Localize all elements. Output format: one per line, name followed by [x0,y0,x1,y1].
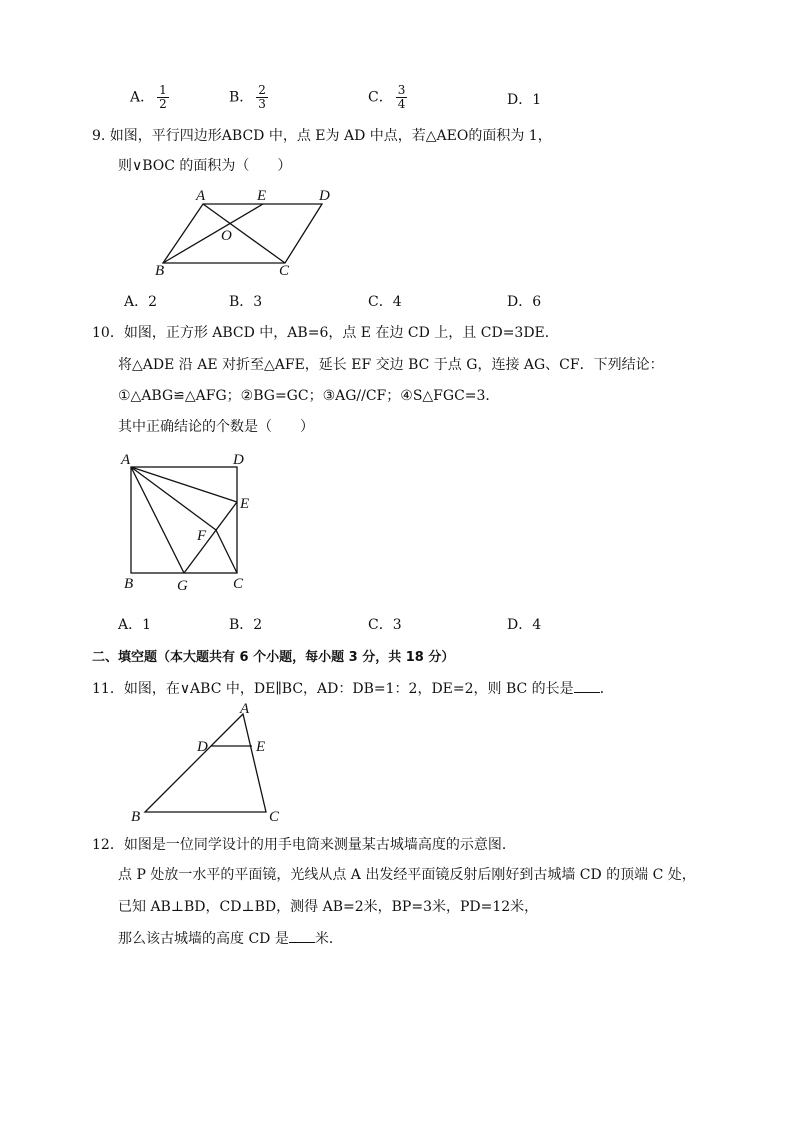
label-o: O [221,228,232,244]
q9-parallelogram-figure [150,183,350,278]
q12-stem-line2: 点 P 处放一水平的平面镜，光线从点 A 出发经平面镜反射后刚好到古城墙 CD 的顶端 C 处， [118,867,696,883]
answer-blank[interactable] [574,680,600,693]
segment-fc [216,530,237,573]
q10-stem-line1: 10．如图，正方形 ABCD 中，AB=6，点 E 在边 CD 上，且 CD=3DE． [92,325,559,341]
q11-triangle-figure [125,700,295,825]
segment-be [163,204,263,263]
q12-stem-text: 那么该古城墙的高度 CD 是 [118,931,289,947]
q8-option-a [130,84,169,111]
fraction [396,84,408,111]
option-letter: B． [229,89,254,106]
option-letter: D． [507,92,533,108]
q8-option-b [229,84,268,111]
label-b: B [155,263,165,278]
label-c: C [279,263,290,278]
label-c: C [269,809,280,825]
q9-stem-line1: 9. 如图，平行四边形ABCD 中，点 E为 AD 中点，若△AEO的面积为 1， [92,128,552,144]
label-f: F [197,528,207,544]
q12-stem-line1: 12．如图是一位同学设计的用手电筒来测量某古城墙高度的示意图． [92,837,516,853]
denominator: 2 [159,97,167,111]
label-e: E [256,739,266,755]
q9-stem-line2: 则∨BOC 的面积为（ ） [118,158,292,174]
label-a: A [240,701,250,717]
q9-option-a: A．2 [124,294,158,310]
diagonal-ac [203,204,285,263]
numerator: 1 [159,83,167,97]
option-value: 1 [532,92,542,108]
q12-stem-line4 [118,928,343,948]
q9-option-d: D．6 [507,294,542,310]
q11-stem-end: ． [599,681,614,697]
q10-stem-line3: ①△ABG≌△AFG；②BG=GC；③AG//CF；④S△FGC=3． [118,388,500,404]
q10-option-b: B．2 [229,617,263,633]
q10-option-d: D．4 [507,617,542,633]
numerator: 3 [397,83,406,97]
label-g: G [177,578,188,594]
q9-option-b: B．3 [229,294,263,310]
q10-stem-line2: 将△ADE 沿 AE 对折至△AFE，延长 EF 交边 BC 于点 G，连接 AG、CF．下列结论： [118,357,664,373]
label-c: C [233,576,244,592]
q12-stem-line3: 已知 AB⊥BD，CD⊥BD，测得 AB=2米，BP=3米，PD=12米， [118,899,539,915]
section-title-fill-in: 二、填空题（本大题共有 6 个小题，每小题 3 分，共 18 分） [92,650,455,665]
denominator: 3 [258,97,266,111]
label-b: B [131,809,141,825]
q9-option-c: C．4 [368,294,402,310]
q10-option-a: A．1 [118,617,152,633]
parallelogram-abcd [163,204,322,263]
q11-stem-text: 11．如图，在∨ABC 中，DE∥BC，AD：DB=1：2，DE=2，则 BC 的长是 [92,681,574,697]
answer-blank[interactable] [289,930,315,943]
q12-stem-end: 米． [314,931,343,947]
label-d: D [319,188,330,204]
q10-option-c: C．3 [368,617,402,633]
fraction [256,84,268,111]
numerator: 2 [258,83,266,97]
q8-option-c [368,84,407,111]
triangle-abc [145,714,266,812]
label-e: E [257,188,267,204]
square-abcd [131,467,237,573]
q8-option-d [507,89,541,109]
segment-ae [131,467,237,502]
option-letter: A． [130,89,155,106]
label-d: D [197,739,208,755]
fraction [157,84,169,111]
option-letter: C． [368,89,393,106]
q10-square-figure [115,445,265,595]
label-b: B [124,576,134,592]
label-d: D [233,452,244,468]
segment-af [131,467,216,530]
denominator: 4 [397,97,406,111]
label-a: A [121,452,131,468]
segment-ag [131,467,184,573]
q10-stem-line4: 其中正确结论的个数是（ ） [118,419,314,435]
q11-stem [92,678,614,698]
label-a: A [196,188,206,204]
label-e: E [240,496,250,512]
